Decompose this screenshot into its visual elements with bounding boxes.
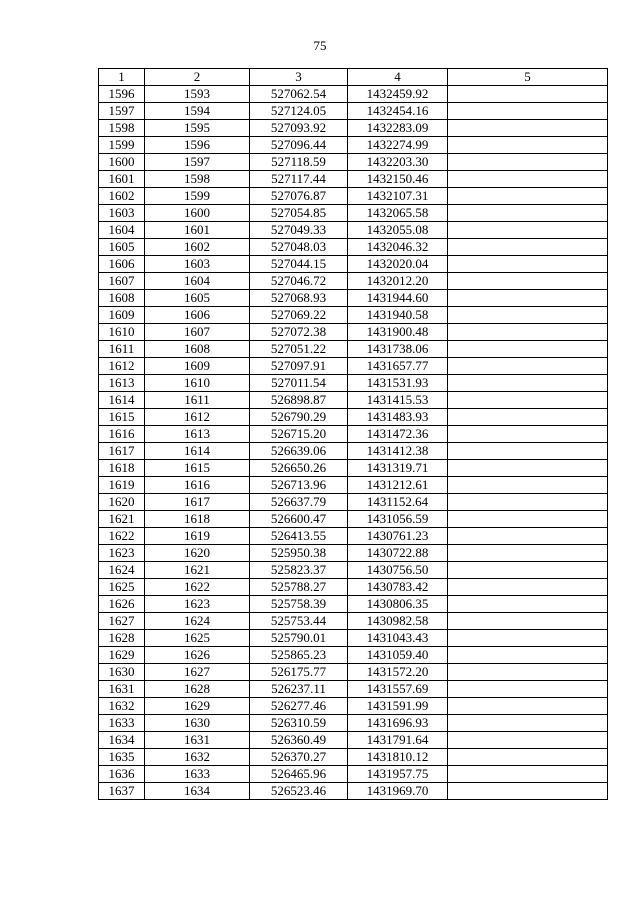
table-cell: 1612: [145, 409, 250, 426]
table-cell: 525865.23: [250, 647, 348, 664]
table-cell: 526898.87: [250, 392, 348, 409]
table-cell: 525758.39: [250, 596, 348, 613]
table-cell: [448, 120, 608, 137]
table-cell: 1630: [145, 715, 250, 732]
table-cell: 1606: [145, 307, 250, 324]
table-cell: 525788.27: [250, 579, 348, 596]
table-cell: 1635: [99, 749, 145, 766]
table-row: [99, 698, 608, 715]
table-cell: 527117.44: [250, 171, 348, 188]
table-cell: 1619: [145, 528, 250, 545]
table-cell: 1599: [145, 188, 250, 205]
table-cell: [448, 494, 608, 511]
table-row: [99, 86, 608, 103]
table-cell: 527069.22: [250, 307, 348, 324]
table-cell: 1618: [99, 460, 145, 477]
table-cell: 1634: [145, 783, 250, 800]
table-cell: 1431810.12: [348, 749, 448, 766]
table-cell: 1611: [145, 392, 250, 409]
table-cell: 1624: [99, 562, 145, 579]
table-cell: 1430806.35: [348, 596, 448, 613]
table-row: [99, 375, 608, 392]
table-cell: 1431531.93: [348, 375, 448, 392]
table-cell: 1637: [99, 783, 145, 800]
table-cell: [448, 647, 608, 664]
table-cell: 526790.29: [250, 409, 348, 426]
table-cell: [448, 358, 608, 375]
table-cell: 527093.92: [250, 120, 348, 137]
table-cell: 1431212.61: [348, 477, 448, 494]
table-cell: 527097.91: [250, 358, 348, 375]
table-cell: 1432150.46: [348, 171, 448, 188]
table-cell: 1607: [99, 273, 145, 290]
table-row: [99, 341, 608, 358]
table-cell: 1602: [99, 188, 145, 205]
table-cell: 1431572.20: [348, 664, 448, 681]
table-cell: 1432274.99: [348, 137, 448, 154]
table-cell: 1601: [99, 171, 145, 188]
table-cell: [448, 766, 608, 783]
table-cell: 1431472.36: [348, 426, 448, 443]
table-row: [99, 460, 608, 477]
table-cell: [448, 341, 608, 358]
table-cell: 526713.96: [250, 477, 348, 494]
table-cell: 1431557.69: [348, 681, 448, 698]
table-cell: 1627: [145, 664, 250, 681]
table-row: [99, 783, 608, 800]
table-cell: 1599: [99, 137, 145, 154]
table-cell: 1432107.31: [348, 188, 448, 205]
table-row: [99, 511, 608, 528]
table-cell: 1605: [99, 239, 145, 256]
table-cell: [448, 528, 608, 545]
table-cell: [448, 103, 608, 120]
table-cell: [448, 239, 608, 256]
table-row: [99, 766, 608, 783]
table-cell: [448, 545, 608, 562]
table-cell: 1593: [145, 86, 250, 103]
table-cell: 1604: [99, 222, 145, 239]
table-cell: 1629: [145, 698, 250, 715]
table-row: [99, 715, 608, 732]
table-cell: 1628: [99, 630, 145, 647]
table-row: [99, 307, 608, 324]
table-cell: 1622: [145, 579, 250, 596]
table-cell: 1633: [145, 766, 250, 783]
table-cell: [448, 273, 608, 290]
table-header-row: [99, 69, 608, 86]
table-cell: 1607: [145, 324, 250, 341]
table-cell: 1629: [99, 647, 145, 664]
table-row: [99, 443, 608, 460]
table-row: [99, 290, 608, 307]
table-cell: 527046.72: [250, 273, 348, 290]
table-cell: 527051.22: [250, 341, 348, 358]
table-cell: 1624: [145, 613, 250, 630]
table-cell: 1431415.53: [348, 392, 448, 409]
table-row: [99, 205, 608, 222]
coordinates-table: [98, 68, 608, 800]
table-cell: 1431657.77: [348, 358, 448, 375]
table-cell: 1432283.09: [348, 120, 448, 137]
table-cell: 1432012.20: [348, 273, 448, 290]
table-cell: [448, 290, 608, 307]
table-cell: 1612: [99, 358, 145, 375]
table-cell: 1431900.48: [348, 324, 448, 341]
table-cell: [448, 256, 608, 273]
table-cell: 1621: [99, 511, 145, 528]
table-cell: 1431483.93: [348, 409, 448, 426]
table-cell: [448, 681, 608, 698]
table-row: [99, 647, 608, 664]
table-row: [99, 154, 608, 171]
table-cell: 1431319.71: [348, 460, 448, 477]
table-cell: 1431940.58: [348, 307, 448, 324]
table-cell: 1616: [145, 477, 250, 494]
table-cell: 1432065.58: [348, 205, 448, 222]
table-cell: 1618: [145, 511, 250, 528]
table-cell: [448, 375, 608, 392]
table-cell: 1623: [99, 545, 145, 562]
table-body: [99, 86, 608, 800]
table-row: [99, 392, 608, 409]
table-row: [99, 222, 608, 239]
table-cell: 1621: [145, 562, 250, 579]
table-cell: [448, 630, 608, 647]
table-cell: 525790.01: [250, 630, 348, 647]
table-cell: [448, 732, 608, 749]
table-cell: [448, 426, 608, 443]
table-cell: [448, 188, 608, 205]
table-cell: [448, 698, 608, 715]
table-cell: 1617: [145, 494, 250, 511]
column-header: 3: [250, 69, 348, 86]
table-row: [99, 273, 608, 290]
table-cell: 526237.11: [250, 681, 348, 698]
table-cell: 1611: [99, 341, 145, 358]
table-row: [99, 239, 608, 256]
table-row: [99, 324, 608, 341]
table-cell: 1595: [145, 120, 250, 137]
table-cell: 1597: [145, 154, 250, 171]
table-cell: 1600: [145, 205, 250, 222]
table-cell: [448, 562, 608, 579]
table-cell: [448, 392, 608, 409]
table-cell: [448, 460, 608, 477]
table-cell: 526465.96: [250, 766, 348, 783]
table-cell: 1605: [145, 290, 250, 307]
table-cell: 527072.38: [250, 324, 348, 341]
table-cell: 1610: [99, 324, 145, 341]
table-row: [99, 256, 608, 273]
table-cell: 1603: [145, 256, 250, 273]
table-row: [99, 494, 608, 511]
table-cell: 525823.37: [250, 562, 348, 579]
table-cell: 1634: [99, 732, 145, 749]
table-cell: 1430982.58: [348, 613, 448, 630]
table-cell: 1601: [145, 222, 250, 239]
table-cell: 527049.33: [250, 222, 348, 239]
table-cell: 1627: [99, 613, 145, 630]
table-cell: 1597: [99, 103, 145, 120]
table-cell: 1431957.75: [348, 766, 448, 783]
table-cell: 1596: [145, 137, 250, 154]
table-cell: 526600.47: [250, 511, 348, 528]
table-cell: 1613: [145, 426, 250, 443]
table-cell: 1615: [145, 460, 250, 477]
table-cell: 1620: [99, 494, 145, 511]
table-cell: [448, 579, 608, 596]
table-cell: 527054.85: [250, 205, 348, 222]
table-cell: 1432046.32: [348, 239, 448, 256]
table-cell: 527118.59: [250, 154, 348, 171]
column-header: 2: [145, 69, 250, 86]
table-row: [99, 732, 608, 749]
table-cell: 527124.05: [250, 103, 348, 120]
table-cell: 1432055.08: [348, 222, 448, 239]
table-cell: 526523.46: [250, 783, 348, 800]
table-cell: 1628: [145, 681, 250, 698]
table-row: [99, 749, 608, 766]
table-cell: 526715.20: [250, 426, 348, 443]
table-cell: 1623: [145, 596, 250, 613]
table-cell: [448, 205, 608, 222]
table-cell: 1431043.43: [348, 630, 448, 647]
table-row: [99, 664, 608, 681]
table-row: [99, 103, 608, 120]
table-cell: [448, 324, 608, 341]
table-cell: 1606: [99, 256, 145, 273]
column-header: 4: [348, 69, 448, 86]
table-cell: [448, 783, 608, 800]
table-cell: [448, 86, 608, 103]
table-cell: 1614: [145, 443, 250, 460]
table-row: [99, 579, 608, 596]
table-cell: 1431696.93: [348, 715, 448, 732]
table-cell: 527011.54: [250, 375, 348, 392]
table-cell: 1603: [99, 205, 145, 222]
table-cell: 1615: [99, 409, 145, 426]
table-row: [99, 528, 608, 545]
table-cell: 525753.44: [250, 613, 348, 630]
table-cell: 1432454.16: [348, 103, 448, 120]
table-cell: [448, 137, 608, 154]
table-cell: 1608: [99, 290, 145, 307]
table-cell: 1431152.64: [348, 494, 448, 511]
table-cell: 526310.59: [250, 715, 348, 732]
table-cell: [448, 511, 608, 528]
table-cell: 1617: [99, 443, 145, 460]
table-cell: 1430722.88: [348, 545, 448, 562]
table-cell: 1632: [99, 698, 145, 715]
table-cell: 1620: [145, 545, 250, 562]
table-cell: [448, 715, 608, 732]
table-cell: 526413.55: [250, 528, 348, 545]
table-cell: 527044.15: [250, 256, 348, 273]
table-cell: 1432459.92: [348, 86, 448, 103]
table-row: [99, 545, 608, 562]
table-cell: 526175.77: [250, 664, 348, 681]
table-cell: 1608: [145, 341, 250, 358]
column-header: 1: [99, 69, 145, 86]
table-cell: 1432020.04: [348, 256, 448, 273]
table-cell: 527062.54: [250, 86, 348, 103]
table-cell: 1431791.64: [348, 732, 448, 749]
table-cell: [448, 477, 608, 494]
table-cell: 1609: [99, 307, 145, 324]
table-cell: [448, 613, 608, 630]
table-row: [99, 681, 608, 698]
table-cell: 1602: [145, 239, 250, 256]
table-cell: 527068.93: [250, 290, 348, 307]
column-header: 5: [448, 69, 608, 86]
table-cell: 1610: [145, 375, 250, 392]
table-cell: 526360.49: [250, 732, 348, 749]
table-cell: 527096.44: [250, 137, 348, 154]
table-row: [99, 171, 608, 188]
table-cell: 1609: [145, 358, 250, 375]
table-cell: 1431969.70: [348, 783, 448, 800]
table-cell: 1630: [99, 664, 145, 681]
table-cell: 1626: [145, 647, 250, 664]
table-row: [99, 613, 608, 630]
table-cell: 1431944.60: [348, 290, 448, 307]
table-cell: 1598: [99, 120, 145, 137]
table-cell: 1600: [99, 154, 145, 171]
table-cell: 1636: [99, 766, 145, 783]
table-row: [99, 477, 608, 494]
page-number: 75: [313, 38, 327, 53]
table-cell: 1619: [99, 477, 145, 494]
table-cell: 526637.79: [250, 494, 348, 511]
table-cell: 1431591.99: [348, 698, 448, 715]
table-cell: 1431059.40: [348, 647, 448, 664]
table-cell: 1430783.42: [348, 579, 448, 596]
table-cell: 1625: [99, 579, 145, 596]
table-cell: 1598: [145, 171, 250, 188]
table-cell: [448, 443, 608, 460]
table-cell: 527076.87: [250, 188, 348, 205]
table-cell: 525950.38: [250, 545, 348, 562]
table-cell: 1594: [145, 103, 250, 120]
table-row: [99, 630, 608, 647]
table-cell: 1614: [99, 392, 145, 409]
table-cell: 1430761.23: [348, 528, 448, 545]
table-cell: 1431412.38: [348, 443, 448, 460]
table-cell: 1616: [99, 426, 145, 443]
table-cell: [448, 409, 608, 426]
table-cell: 1432203.30: [348, 154, 448, 171]
table-cell: [448, 596, 608, 613]
table-cell: 1596: [99, 86, 145, 103]
table-cell: 1613: [99, 375, 145, 392]
table-cell: 1604: [145, 273, 250, 290]
table-cell: 526277.46: [250, 698, 348, 715]
table-row: [99, 562, 608, 579]
table-row: [99, 409, 608, 426]
table-cell: [448, 749, 608, 766]
table-cell: 1625: [145, 630, 250, 647]
table-row: [99, 188, 608, 205]
table-row: [99, 426, 608, 443]
table-cell: 1622: [99, 528, 145, 545]
table-cell: 1631: [99, 681, 145, 698]
table-cell: 1430756.50: [348, 562, 448, 579]
table-row: [99, 120, 608, 137]
table-cell: 1632: [145, 749, 250, 766]
table-row: [99, 137, 608, 154]
table-cell: 1633: [99, 715, 145, 732]
table-cell: 526370.27: [250, 749, 348, 766]
table-cell: 526650.26: [250, 460, 348, 477]
table-cell: [448, 154, 608, 171]
table-row: [99, 358, 608, 375]
table-cell: [448, 307, 608, 324]
table-cell: 1431056.59: [348, 511, 448, 528]
table-cell: 1626: [99, 596, 145, 613]
table-cell: 1631: [145, 732, 250, 749]
table-cell: [448, 664, 608, 681]
table-cell: 527048.03: [250, 239, 348, 256]
table-cell: [448, 222, 608, 239]
table-cell: [448, 171, 608, 188]
table-row: [99, 596, 608, 613]
table-cell: 526639.06: [250, 443, 348, 460]
table-cell: 1431738.06: [348, 341, 448, 358]
